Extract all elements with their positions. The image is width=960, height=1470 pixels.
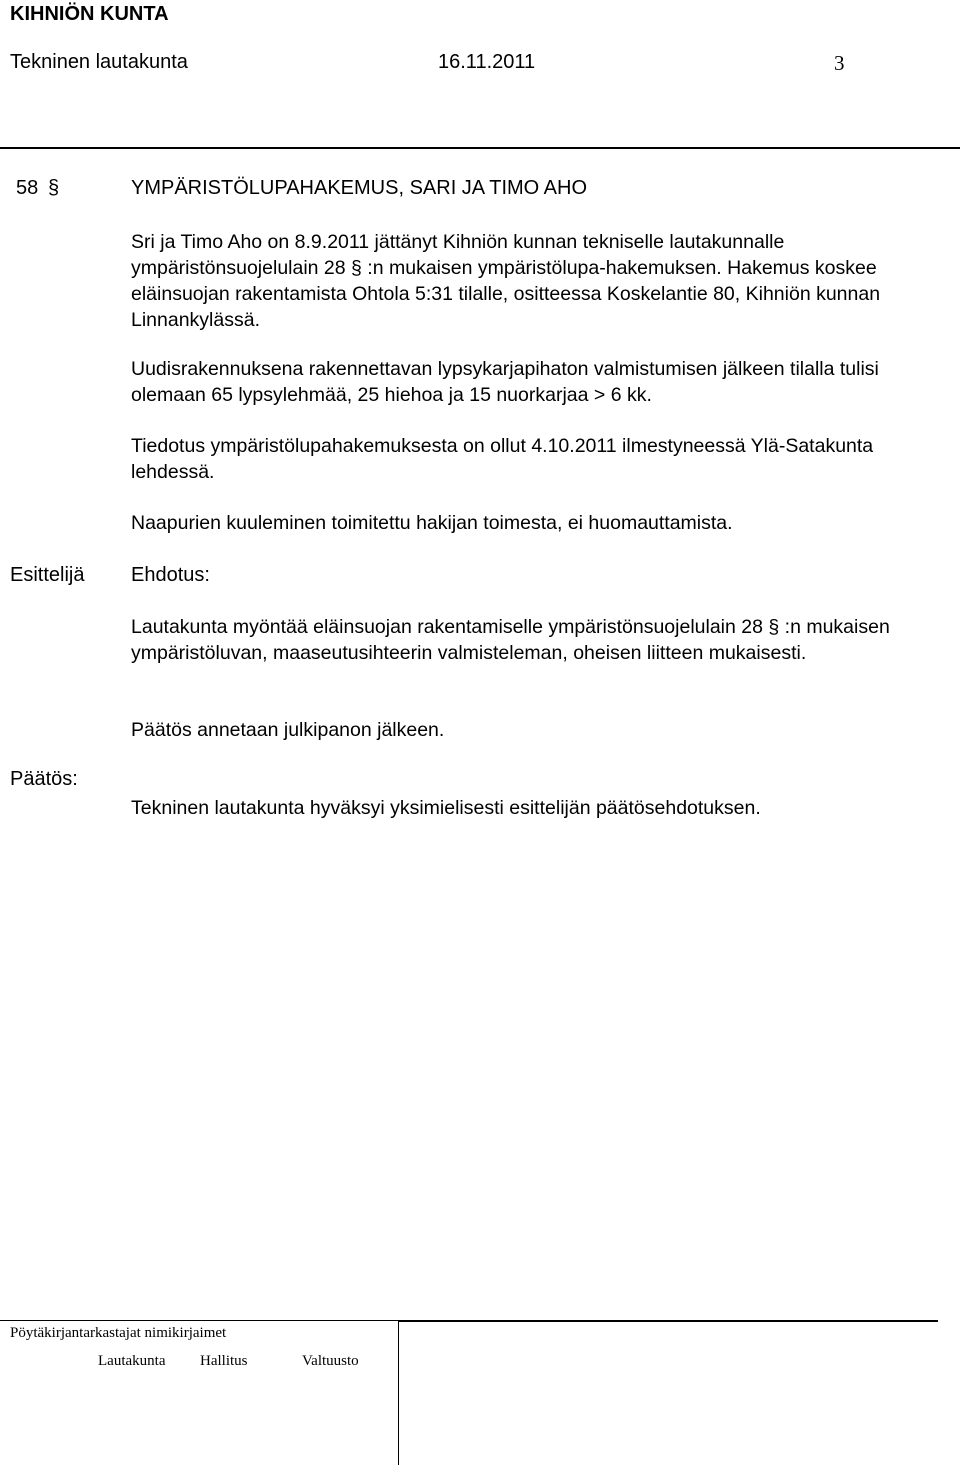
board-name: Tekninen lautakunta — [10, 51, 188, 73]
proposal-publication: Päätös annetaan julkipanon jälkeen. — [131, 719, 445, 741]
footer-col-lautakunta: Lautakunta — [98, 1353, 166, 1369]
page-number: 3 — [834, 51, 845, 75]
footer-divider — [398, 1320, 938, 1322]
body-paragraph-application: Sri ja Timo Aho on 8.9.2011 jättänyt Kihniön kunnan tekniselle lautakunnalle ympäristönsuojelulain 28 § :n mukaisen ympäristölupa-hakemuksen. Hakemus koskee eläinsuojan rakentamista Ohtola 5:31 tilalle, ositteessa Koskelantie 80, Kihniön kunnan Linnankylässä. — [131, 231, 881, 331]
body-paragraph-notice: Tiedotus ympäristölupahakemuksesta on ollut 4.10.2011 ilmestyneessä Ylä-Satakunta lehdessä. — [131, 435, 874, 483]
decision-label: Päätös: — [10, 768, 78, 790]
body-paragraph-neighbours: Naapurien kuuleminen toimitettu hakijan toimesta, ei huomauttamista. — [131, 512, 733, 534]
decision-text: Tekninen lautakunta hyväksyi yksimielisesti esittelijän päätösehdotuksen. — [131, 797, 761, 819]
footer-col-valtuusto: Valtuusto — [302, 1353, 359, 1369]
header-divider — [0, 147, 960, 149]
footer-title: Pöytäkirjantarkastajat nimikirjaimet — [10, 1325, 227, 1341]
presenter-label: Esittelijä — [10, 564, 85, 586]
section-title: YMPÄRISTÖLUPAHAKEMUS, SARI JA TIMO AHO — [131, 177, 588, 199]
organization-name: KIHNIÖN KUNTA — [10, 3, 169, 25]
meeting-date: 16.11.2011 — [438, 51, 536, 73]
footer-col-hallitus: Hallitus — [200, 1353, 248, 1369]
body-paragraph-livestock: Uudisrakennuksena rakennettavan lypsykarjapihaton valmistumisen jälkeen tilalla tulisi olemaan 65 lypsylehmää, 25 hiehoa ja 15 nuorkarjaa > 6 kk. — [131, 358, 879, 406]
section-sign: § — [48, 177, 60, 199]
proposal-label: Ehdotus: — [131, 564, 210, 586]
proposal-paragraph: Lautakunta myöntää eläinsuojan rakentamiselle ympäristönsuojelulain 28 § :n mukaisen ympäristöluvan, maaseutusihteerin valmisteleman, oheisen liitteen mukaisesti. — [131, 616, 890, 664]
section-number: 58 — [16, 177, 39, 199]
